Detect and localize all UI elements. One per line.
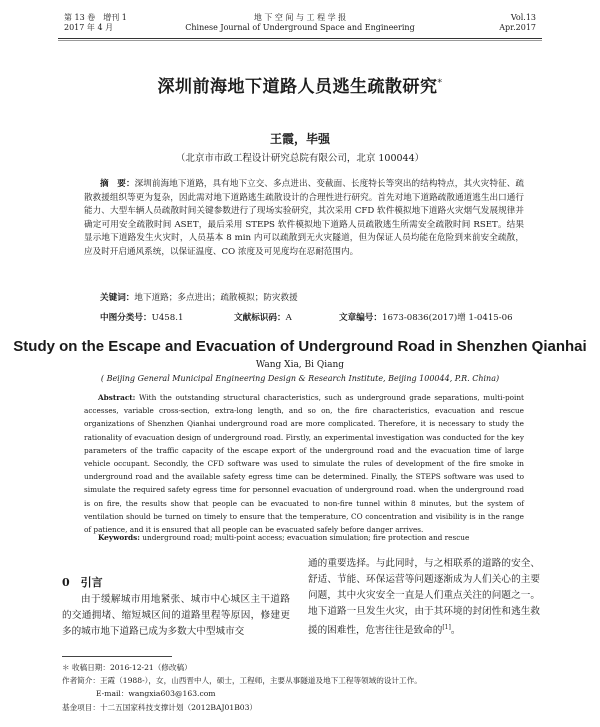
issue-label: 第 13 卷 增刊 1 — [64, 13, 127, 22]
paper-title-en: Study on the Escape and Evacuation of Underground Road in Shenzhen Qianhai — [13, 338, 587, 355]
reference-marker: [1] — [442, 624, 451, 631]
affiliation-cn: （北京市市政工程设计研究总院有限公司，北京 100044） — [175, 153, 425, 164]
footnote-author-info: 作者简介：王霞（1988-），女，山西晋中人，硕士，工程师，主要从事隧道及地下工程等领域的设计工作。 — [62, 676, 422, 685]
affiliation-en: ( Beijing General Municipal Engineering Design & Research Institute, Beijing 100044, P.R. China) — [100, 374, 500, 383]
keywords-en — [84, 532, 524, 544]
journal-name-cn: 地 下 空 间 与 工 程 学 报 — [253, 13, 347, 22]
abstract-en — [84, 391, 524, 536]
body-column-right-end: 。 — [450, 625, 461, 637]
keywords-cn-label: 关键词： — [100, 293, 135, 303]
header-rule-thin — [58, 40, 542, 41]
clc-number: 中图分类号：U458.1 — [100, 313, 184, 323]
body-column-right — [308, 556, 540, 639]
date-label-cn: 2017 年 4 月 — [64, 23, 114, 32]
running-header-right — [470, 13, 536, 33]
running-header-left — [64, 13, 127, 33]
abstract-cn-label: 摘 要： — [100, 179, 135, 189]
footnote-email: E-mail：wangxia603@163.com — [96, 689, 216, 698]
document-code: 文献标识码：A — [234, 313, 292, 323]
section-heading-intro: 0 引言 — [62, 576, 103, 589]
abstract-cn-text: 深圳前海地下道路，具有地下立交、多点进出、变截面、长度特长等突出的结构特点，其火灾特征、疏散救援组织等更为复杂，因此需对地下道路逃生疏散设计的合理性进行研究。首先对地下道路疏散通道逃生出口通行能力、大型车辆人员疏散时间关键参数进行了现场实验研究，其次采用 CFD 软件模拟地下道路火灾烟气发展规律并确定可用安全疏散时间 ASET，最后采用 STEPS 软件模拟地下道路人员疏散逃生所需安全疏散时间 RSET。结果显示地下道路发生火灾时，人员基本 8 min 内可以疏散到无火灾隧道，但为保证人员均能在危险到来前安全疏散，应及时开启通风系统，以保证温度、CO 浓度及可见度均在忍耐范围内。 — [84, 179, 524, 257]
paper-title-cn-text: 深圳前海地下道路人员逃生疏散研究 — [157, 77, 438, 97]
volume-label: Vol.13 — [510, 13, 536, 22]
authors-en: Wang Xia, Bi Qiang — [255, 360, 345, 370]
keywords-cn-text: 地下道路；多点进出；疏散模拟；防灾救援 — [134, 293, 298, 303]
paper-title-cn — [0, 72, 600, 97]
abstract-en-text: With the outstanding structural characteristics, such as underground grade separations, multi-point accesses, variable cross-section, extra-long length, and so on, the fire characteristics, evacuation and rescue organizations of Shenzhen Qianhai underground road are more complicated. Therefore, it is necessary to study the rationality of evacuation design of underground road. Firstly, an experimental investigation was conducted for the key parameters of the traffic capacity of the escape export of the underground road and the evacuation time of large vehicle occupant. Secondly, the CFD software was used to simulate the rules of development of the fire smoke in underground road and the available safety egress time can be determined. Finally, the STEPS software was used to simulate the required safety egress time for personnel evacuation of underground road. when the underground road is on fire, the results show that people can be evacuated to non-fire tunnel within 8 minutes, but the system of ventilation should be turned on timely to ensure that the temperature, CO concentration and visibility is in the range of patience, and it is ensured that all people can be evacuated safely before danger arrives. — [84, 393, 524, 535]
header-rule — [58, 38, 542, 39]
keywords-cn — [84, 292, 524, 304]
footnote-fund: 基金项目：十二五国家科技支撑计划（2012BAJ01B03） — [62, 703, 258, 712]
footnote-received: ＊ 收稿日期：2016-12-21（修改稿） — [62, 663, 192, 672]
abstract-cn — [84, 178, 524, 260]
title-footnote-mark: * — [437, 78, 443, 89]
authors-cn: 王霞，毕强 — [269, 132, 330, 146]
footnote-rule — [62, 656, 172, 657]
body-column-right-text: 通的重要选择。与此同时，与之相联系的道路的安全、舒适、节能、环保运营等问题逐渐成为人们关心的主要问题，其中火灾安全一直是人们重点关注的问题之一。地下道路一旦发生火灾，由于其环境的封闭性和逃生救援的困难性，危害往往是致命的 — [308, 558, 540, 637]
keywords-en-text: underground road; multi-point access; evacuation simulation; fire protection and rescue — [142, 533, 470, 542]
article-number: 文章编号：1673-0836(2017)增 1-0415-06 — [339, 313, 513, 323]
body-column-left: 由于缓解城市用地紧张、城市中心城区主干道路的交通拥堵、缩短城区间的道路里程等原因，修建更多的城市地下道路已成为多数大中型城市交 — [62, 594, 290, 637]
keywords-en-label: Keywords: — [98, 533, 140, 542]
journal-name-en: Chinese Journal of Underground Space and Engineering — [185, 23, 415, 32]
date-label-en: Apr.2017 — [499, 23, 536, 32]
abstract-en-label: Abstract: — [98, 393, 136, 402]
running-header-center — [150, 13, 450, 33]
